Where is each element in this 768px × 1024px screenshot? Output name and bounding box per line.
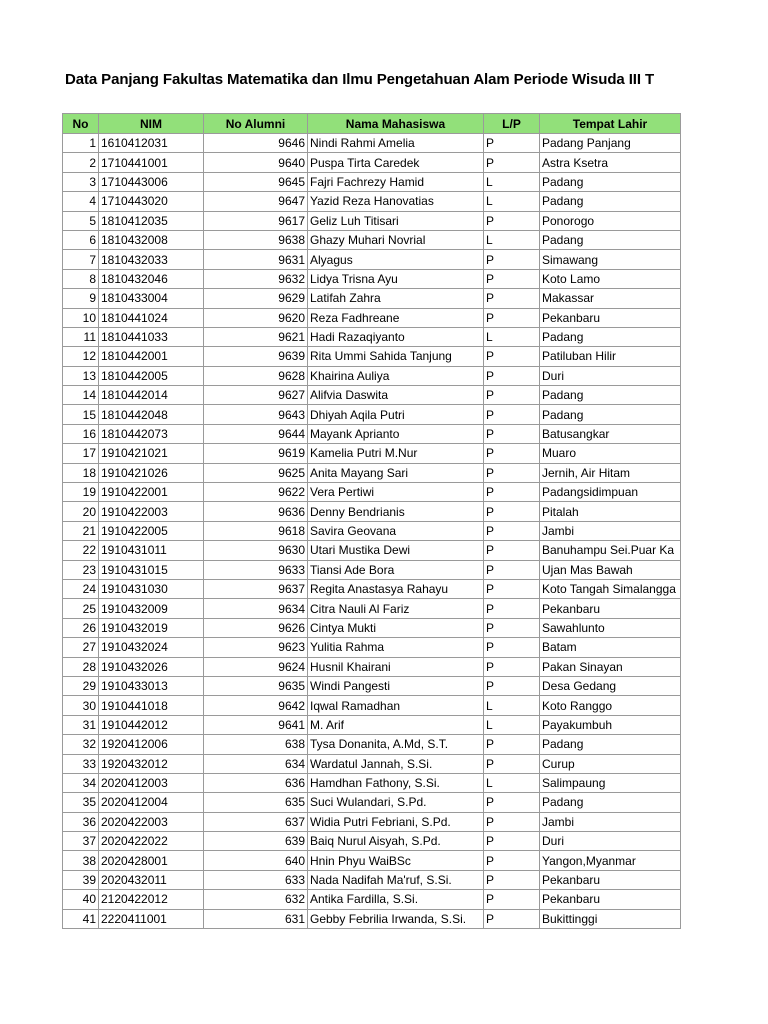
cell-lp: L xyxy=(484,773,540,792)
graduates-table xyxy=(62,113,681,929)
cell-lp: P xyxy=(484,541,540,560)
cell-nim: 1910422001 xyxy=(99,483,204,502)
cell-no-alumni: 9631 xyxy=(204,250,308,269)
cell-no: 8 xyxy=(63,269,99,288)
cell-tempat-lahir: Padangsidimpuan xyxy=(540,483,681,502)
cell-lp: P xyxy=(484,638,540,657)
cell-nama-mahasiswa: Hamdhan Fathony, S.Si. xyxy=(308,773,484,792)
table-row xyxy=(63,890,681,909)
cell-tempat-lahir: Pekanbaru xyxy=(540,890,681,909)
column-header-nama-mahasiswa: Nama Mahasiswa xyxy=(308,114,484,134)
cell-nim: 1920432012 xyxy=(99,754,204,773)
table-row xyxy=(63,463,681,482)
cell-no: 24 xyxy=(63,579,99,598)
cell-tempat-lahir: Batusangkar xyxy=(540,424,681,443)
cell-no-alumni: 9619 xyxy=(204,444,308,463)
table-row xyxy=(63,793,681,812)
cell-nama-mahasiswa: Ghazy Muhari Novrial xyxy=(308,230,484,249)
cell-tempat-lahir: Muaro xyxy=(540,444,681,463)
table-body xyxy=(63,134,681,929)
cell-nim: 2020422003 xyxy=(99,812,204,831)
cell-nim: 1810432033 xyxy=(99,250,204,269)
table-row xyxy=(63,502,681,521)
cell-lp: P xyxy=(484,502,540,521)
cell-no: 9 xyxy=(63,289,99,308)
cell-tempat-lahir: Astra Ksetra xyxy=(540,153,681,172)
cell-no: 33 xyxy=(63,754,99,773)
cell-lp: P xyxy=(484,308,540,327)
cell-no: 10 xyxy=(63,308,99,327)
cell-no-alumni: 639 xyxy=(204,832,308,851)
cell-lp: P xyxy=(484,579,540,598)
cell-nama-mahasiswa: Hadi Razaqiyanto xyxy=(308,327,484,346)
cell-no: 27 xyxy=(63,638,99,657)
cell-no-alumni: 9636 xyxy=(204,502,308,521)
cell-nim: 1910421021 xyxy=(99,444,204,463)
cell-lp: P xyxy=(484,289,540,308)
table-row xyxy=(63,424,681,443)
cell-no: 14 xyxy=(63,386,99,405)
cell-no-alumni: 9643 xyxy=(204,405,308,424)
cell-no: 29 xyxy=(63,676,99,695)
cell-nim: 1910432026 xyxy=(99,657,204,676)
cell-no: 6 xyxy=(63,230,99,249)
cell-no-alumni: 634 xyxy=(204,754,308,773)
cell-lp: P xyxy=(484,812,540,831)
table-row xyxy=(63,676,681,695)
cell-no: 31 xyxy=(63,715,99,734)
cell-no-alumni: 9625 xyxy=(204,463,308,482)
cell-nim: 2020428001 xyxy=(99,851,204,870)
cell-nim: 1610412031 xyxy=(99,134,204,153)
cell-tempat-lahir: Banuhampu Sei.Puar Ka xyxy=(540,541,681,560)
cell-tempat-lahir: Koto Ranggo xyxy=(540,696,681,715)
cell-tempat-lahir: Jernih, Air Hitam xyxy=(540,463,681,482)
cell-tempat-lahir: Jambi xyxy=(540,521,681,540)
cell-tempat-lahir: Duri xyxy=(540,366,681,385)
cell-no: 34 xyxy=(63,773,99,792)
cell-lp: P xyxy=(484,211,540,230)
cell-nim: 1810442073 xyxy=(99,424,204,443)
cell-nama-mahasiswa: Geliz Luh Titisari xyxy=(308,211,484,230)
cell-lp: P xyxy=(484,754,540,773)
table-row xyxy=(63,579,681,598)
column-header-no-alumni: No Alumni xyxy=(204,114,308,134)
cell-no-alumni: 640 xyxy=(204,851,308,870)
cell-nim: 1910421026 xyxy=(99,463,204,482)
table-row xyxy=(63,909,681,928)
cell-no-alumni: 638 xyxy=(204,735,308,754)
cell-nim: 2020422022 xyxy=(99,832,204,851)
cell-no-alumni: 631 xyxy=(204,909,308,928)
table-row xyxy=(63,250,681,269)
cell-nama-mahasiswa: Suci Wulandari, S.Pd. xyxy=(308,793,484,812)
cell-nim: 1810433004 xyxy=(99,289,204,308)
cell-nama-mahasiswa: Nada Nadifah Ma'ruf, S.Si. xyxy=(308,870,484,889)
cell-no: 1 xyxy=(63,134,99,153)
cell-nim: 1810442014 xyxy=(99,386,204,405)
cell-no-alumni: 9635 xyxy=(204,676,308,695)
cell-no: 39 xyxy=(63,870,99,889)
cell-nim: 1920412006 xyxy=(99,735,204,754)
cell-no-alumni: 9620 xyxy=(204,308,308,327)
cell-nim: 1810441024 xyxy=(99,308,204,327)
cell-nama-mahasiswa: Mayank Aprianto xyxy=(308,424,484,443)
table-row xyxy=(63,638,681,657)
cell-lp: P xyxy=(484,444,540,463)
cell-no-alumni: 9645 xyxy=(204,172,308,191)
cell-nim: 1810432046 xyxy=(99,269,204,288)
cell-no-alumni: 637 xyxy=(204,812,308,831)
cell-no-alumni: 635 xyxy=(204,793,308,812)
cell-nama-mahasiswa: Kamelia Putri M.Nur xyxy=(308,444,484,463)
cell-nim: 2020432011 xyxy=(99,870,204,889)
cell-tempat-lahir: Curup xyxy=(540,754,681,773)
table-row xyxy=(63,560,681,579)
cell-nama-mahasiswa: Lidya Trisna Ayu xyxy=(308,269,484,288)
cell-lp: P xyxy=(484,851,540,870)
cell-nama-mahasiswa: Rita Ummi Sahida Tanjung xyxy=(308,347,484,366)
cell-nama-mahasiswa: Vera Pertiwi xyxy=(308,483,484,502)
cell-no: 11 xyxy=(63,327,99,346)
cell-lp: L xyxy=(484,192,540,211)
cell-nim: 2120422012 xyxy=(99,890,204,909)
cell-tempat-lahir: Pekanbaru xyxy=(540,599,681,618)
cell-nim: 1910422005 xyxy=(99,521,204,540)
column-header-nim: NIM xyxy=(99,114,204,134)
table-row xyxy=(63,599,681,618)
table-row xyxy=(63,735,681,754)
cell-lp: L xyxy=(484,230,540,249)
cell-lp: P xyxy=(484,483,540,502)
cell-nim: 1810432008 xyxy=(99,230,204,249)
table-row xyxy=(63,832,681,851)
cell-nim: 1910431015 xyxy=(99,560,204,579)
table-row xyxy=(63,812,681,831)
cell-nama-mahasiswa: Tiansi Ade Bora xyxy=(308,560,484,579)
cell-lp: P xyxy=(484,560,540,579)
cell-nama-mahasiswa: Cintya Mukti xyxy=(308,618,484,637)
cell-lp: P xyxy=(484,366,540,385)
page-title: Data Panjang Fakultas Matematika dan Ilmu Pengetahuan Alam Periode Wisuda III T xyxy=(65,71,655,88)
cell-no: 23 xyxy=(63,560,99,579)
cell-lp: P xyxy=(484,657,540,676)
table-row xyxy=(63,269,681,288)
cell-nim: 1710441001 xyxy=(99,153,204,172)
cell-nim: 2020412004 xyxy=(99,793,204,812)
table-row xyxy=(63,870,681,889)
cell-tempat-lahir: Sawahlunto xyxy=(540,618,681,637)
table-row xyxy=(63,483,681,502)
cell-nim: 1810442001 xyxy=(99,347,204,366)
table-row xyxy=(63,366,681,385)
cell-no: 40 xyxy=(63,890,99,909)
cell-no: 26 xyxy=(63,618,99,637)
cell-no: 38 xyxy=(63,851,99,870)
cell-nim: 2020412003 xyxy=(99,773,204,792)
cell-no: 12 xyxy=(63,347,99,366)
cell-tempat-lahir: Ujan Mas Bawah xyxy=(540,560,681,579)
cell-lp: P xyxy=(484,870,540,889)
cell-nama-mahasiswa: Khairina Auliya xyxy=(308,366,484,385)
cell-nama-mahasiswa: Savira Geovana xyxy=(308,521,484,540)
cell-nama-mahasiswa: M. Arif xyxy=(308,715,484,734)
cell-nim: 1910432019 xyxy=(99,618,204,637)
cell-lp: P xyxy=(484,599,540,618)
table-row xyxy=(63,657,681,676)
cell-no-alumni: 9624 xyxy=(204,657,308,676)
cell-tempat-lahir: Ponorogo xyxy=(540,211,681,230)
cell-tempat-lahir: Simawang xyxy=(540,250,681,269)
table-row xyxy=(63,754,681,773)
cell-tempat-lahir: Makassar xyxy=(540,289,681,308)
cell-tempat-lahir: Pitalah xyxy=(540,502,681,521)
cell-tempat-lahir: Padang xyxy=(540,327,681,346)
cell-no-alumni: 9633 xyxy=(204,560,308,579)
cell-lp: P xyxy=(484,676,540,695)
cell-lp: P xyxy=(484,153,540,172)
cell-no-alumni: 9638 xyxy=(204,230,308,249)
table-row xyxy=(63,773,681,792)
cell-lp: P xyxy=(484,347,540,366)
column-header-tempat-lahir: Tempat Lahir xyxy=(540,114,681,134)
cell-tempat-lahir: Patiluban Hilir xyxy=(540,347,681,366)
cell-no: 37 xyxy=(63,832,99,851)
cell-tempat-lahir: Pekanbaru xyxy=(540,870,681,889)
cell-no-alumni: 636 xyxy=(204,773,308,792)
table-row xyxy=(63,386,681,405)
cell-nama-mahasiswa: Iqwal Ramadhan xyxy=(308,696,484,715)
cell-lp: L xyxy=(484,715,540,734)
table-row xyxy=(63,230,681,249)
cell-no: 2 xyxy=(63,153,99,172)
cell-lp: P xyxy=(484,134,540,153)
cell-lp: P xyxy=(484,405,540,424)
cell-tempat-lahir: Koto Lamo xyxy=(540,269,681,288)
table-row xyxy=(63,211,681,230)
cell-nama-mahasiswa: Windi Pangesti xyxy=(308,676,484,695)
cell-nama-mahasiswa: Dhiyah Aqila Putri xyxy=(308,405,484,424)
cell-nama-mahasiswa: Nindi Rahmi Amelia xyxy=(308,134,484,153)
cell-nama-mahasiswa: Widia Putri Febriani, S.Pd. xyxy=(308,812,484,831)
cell-tempat-lahir: Batam xyxy=(540,638,681,657)
cell-tempat-lahir: Padang xyxy=(540,192,681,211)
cell-nim: 1810412035 xyxy=(99,211,204,230)
cell-no: 4 xyxy=(63,192,99,211)
cell-no-alumni: 9623 xyxy=(204,638,308,657)
cell-lp: P xyxy=(484,521,540,540)
table-row xyxy=(63,308,681,327)
cell-lp: L xyxy=(484,696,540,715)
cell-nama-mahasiswa: Fajri Fachrezy Hamid xyxy=(308,172,484,191)
cell-no-alumni: 9637 xyxy=(204,579,308,598)
cell-no: 28 xyxy=(63,657,99,676)
cell-lp: P xyxy=(484,424,540,443)
column-header-no: No xyxy=(63,114,99,134)
cell-nim: 1810442005 xyxy=(99,366,204,385)
table-row xyxy=(63,521,681,540)
cell-no-alumni: 9630 xyxy=(204,541,308,560)
cell-tempat-lahir: Padang xyxy=(540,386,681,405)
cell-tempat-lahir: Pakan Sinayan xyxy=(540,657,681,676)
cell-nim: 1810442048 xyxy=(99,405,204,424)
cell-nama-mahasiswa: Denny Bendrianis xyxy=(308,502,484,521)
cell-nama-mahasiswa: Gebby Febrilia Irwanda, S.Si. xyxy=(308,909,484,928)
cell-nim: 1910431011 xyxy=(99,541,204,560)
cell-no: 22 xyxy=(63,541,99,560)
cell-lp: P xyxy=(484,386,540,405)
cell-tempat-lahir: Padang xyxy=(540,793,681,812)
table-row xyxy=(63,541,681,560)
cell-no-alumni: 9640 xyxy=(204,153,308,172)
table-row xyxy=(63,153,681,172)
cell-nim: 1710443006 xyxy=(99,172,204,191)
table-row xyxy=(63,192,681,211)
cell-nama-mahasiswa: Utari Mustika Dewi xyxy=(308,541,484,560)
cell-lp: P xyxy=(484,463,540,482)
table-header-row xyxy=(63,114,681,134)
cell-no-alumni: 9634 xyxy=(204,599,308,618)
table-row xyxy=(63,696,681,715)
table-row xyxy=(63,851,681,870)
cell-lp: P xyxy=(484,909,540,928)
cell-nama-mahasiswa: Citra Nauli Al Fariz xyxy=(308,599,484,618)
cell-nama-mahasiswa: Baiq Nurul Aisyah, S.Pd. xyxy=(308,832,484,851)
cell-nama-mahasiswa: Tysa Donanita, A.Md, S.T. xyxy=(308,735,484,754)
cell-no: 7 xyxy=(63,250,99,269)
cell-no-alumni: 9621 xyxy=(204,327,308,346)
table-row xyxy=(63,715,681,734)
table-row xyxy=(63,289,681,308)
cell-lp: P xyxy=(484,618,540,637)
table-row xyxy=(63,405,681,424)
cell-lp: P xyxy=(484,890,540,909)
cell-lp: P xyxy=(484,832,540,851)
cell-no: 35 xyxy=(63,793,99,812)
cell-nama-mahasiswa: Reza Fadhreane xyxy=(308,308,484,327)
cell-nim: 1910432009 xyxy=(99,599,204,618)
cell-nim: 1910422003 xyxy=(99,502,204,521)
cell-no: 19 xyxy=(63,483,99,502)
cell-nama-mahasiswa: Yulitia Rahma xyxy=(308,638,484,657)
table-row xyxy=(63,172,681,191)
cell-nim: 1910431030 xyxy=(99,579,204,598)
cell-tempat-lahir: Padang Panjang xyxy=(540,134,681,153)
cell-no-alumni: 9642 xyxy=(204,696,308,715)
cell-no-alumni: 9617 xyxy=(204,211,308,230)
cell-no-alumni: 9641 xyxy=(204,715,308,734)
cell-no: 18 xyxy=(63,463,99,482)
cell-tempat-lahir: Yangon,Myanmar xyxy=(540,851,681,870)
cell-no: 30 xyxy=(63,696,99,715)
cell-nama-mahasiswa: Husnil Khairani xyxy=(308,657,484,676)
cell-nim: 1910441018 xyxy=(99,696,204,715)
cell-nim: 1810441033 xyxy=(99,327,204,346)
cell-lp: P xyxy=(484,793,540,812)
cell-tempat-lahir: Duri xyxy=(540,832,681,851)
cell-no: 17 xyxy=(63,444,99,463)
cell-nama-mahasiswa: Latifah Zahra xyxy=(308,289,484,308)
table-row xyxy=(63,347,681,366)
cell-no-alumni: 9632 xyxy=(204,269,308,288)
cell-tempat-lahir: Pekanbaru xyxy=(540,308,681,327)
cell-no-alumni: 633 xyxy=(204,870,308,889)
cell-no: 21 xyxy=(63,521,99,540)
cell-no: 32 xyxy=(63,735,99,754)
cell-tempat-lahir: Padang xyxy=(540,405,681,424)
cell-no: 41 xyxy=(63,909,99,928)
cell-no-alumni: 9622 xyxy=(204,483,308,502)
cell-lp: P xyxy=(484,735,540,754)
cell-no: 3 xyxy=(63,172,99,191)
cell-lp: L xyxy=(484,327,540,346)
cell-nama-mahasiswa: Alifvia Daswita xyxy=(308,386,484,405)
cell-nim: 1910433013 xyxy=(99,676,204,695)
cell-no-alumni: 9628 xyxy=(204,366,308,385)
cell-no-alumni: 9626 xyxy=(204,618,308,637)
cell-nim: 1910442012 xyxy=(99,715,204,734)
cell-no: 15 xyxy=(63,405,99,424)
cell-no-alumni: 9629 xyxy=(204,289,308,308)
cell-nama-mahasiswa: Regita Anastasya Rahayu xyxy=(308,579,484,598)
cell-lp: P xyxy=(484,269,540,288)
cell-tempat-lahir: Padang xyxy=(540,230,681,249)
cell-nama-mahasiswa: Yazid Reza Hanovatias xyxy=(308,192,484,211)
cell-no-alumni: 9647 xyxy=(204,192,308,211)
cell-tempat-lahir: Payakumbuh xyxy=(540,715,681,734)
cell-nim: 1910432024 xyxy=(99,638,204,657)
cell-nama-mahasiswa: Puspa Tirta Caredek xyxy=(308,153,484,172)
cell-lp: P xyxy=(484,250,540,269)
cell-nama-mahasiswa: Wardatul Jannah, S.Si. xyxy=(308,754,484,773)
cell-tempat-lahir: Koto Tangah Simalangga xyxy=(540,579,681,598)
cell-nim: 2220411001 xyxy=(99,909,204,928)
cell-tempat-lahir: Bukittinggi xyxy=(540,909,681,928)
cell-lp: L xyxy=(484,172,540,191)
cell-no: 36 xyxy=(63,812,99,831)
column-header-lp: L/P xyxy=(484,114,540,134)
cell-nama-mahasiswa: Anita Mayang Sari xyxy=(308,463,484,482)
cell-no: 13 xyxy=(63,366,99,385)
cell-no: 16 xyxy=(63,424,99,443)
table-row xyxy=(63,134,681,153)
cell-no-alumni: 9627 xyxy=(204,386,308,405)
table-row xyxy=(63,618,681,637)
cell-tempat-lahir: Padang xyxy=(540,735,681,754)
cell-nama-mahasiswa: Hnin Phyu WaiBSc xyxy=(308,851,484,870)
cell-no: 25 xyxy=(63,599,99,618)
table-row xyxy=(63,444,681,463)
cell-nama-mahasiswa: Alyagus xyxy=(308,250,484,269)
cell-nama-mahasiswa: Antika Fardilla, S.Si. xyxy=(308,890,484,909)
cell-no-alumni: 9618 xyxy=(204,521,308,540)
cell-tempat-lahir: Padang xyxy=(540,172,681,191)
cell-tempat-lahir: Jambi xyxy=(540,812,681,831)
cell-tempat-lahir: Salimpaung xyxy=(540,773,681,792)
cell-no: 5 xyxy=(63,211,99,230)
cell-no-alumni: 9639 xyxy=(204,347,308,366)
cell-no-alumni: 9646 xyxy=(204,134,308,153)
cell-no: 20 xyxy=(63,502,99,521)
cell-no-alumni: 632 xyxy=(204,890,308,909)
cell-nim: 1710443020 xyxy=(99,192,204,211)
cell-tempat-lahir: Desa Gedang xyxy=(540,676,681,695)
cell-no-alumni: 9644 xyxy=(204,424,308,443)
table-row xyxy=(63,327,681,346)
